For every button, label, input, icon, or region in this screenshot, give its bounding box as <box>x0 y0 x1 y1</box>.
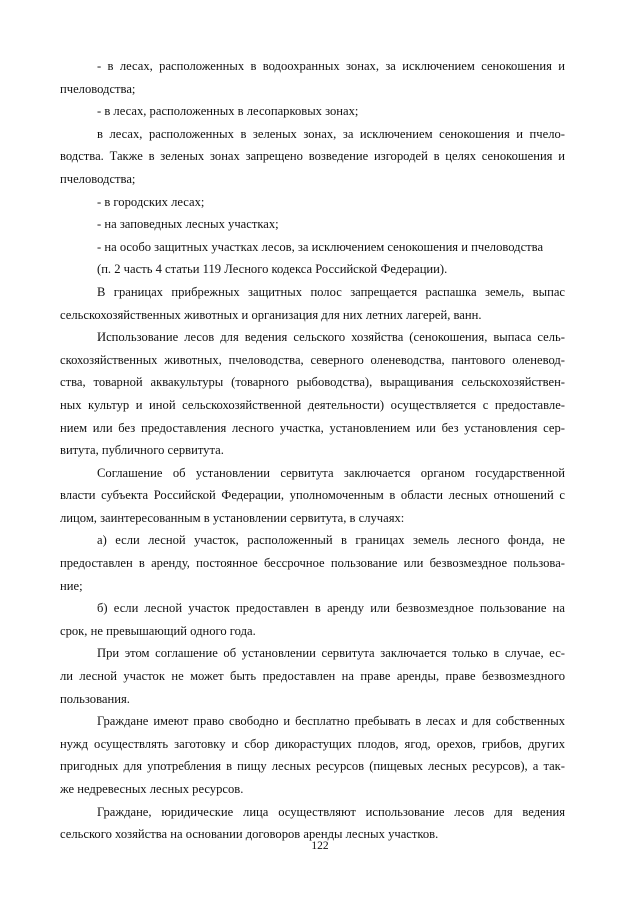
text-line: нием или без предоставления лесного участка, установлением или без установления сер- <box>60 420 565 435</box>
text-line: а) если лесной участок, расположенный в границах земель лесного фонда, не <box>97 533 565 548</box>
text-line: ние; <box>60 578 83 593</box>
paragraph <box>60 100 565 123</box>
paragraph <box>60 236 565 259</box>
paragraph <box>60 191 565 214</box>
text-line: предоставлен в аренду, постоянное бессрочное пользование или безвозмездное пользова- <box>60 556 565 571</box>
text-line: скохозяйственных животных, пчеловодства, северного оленеводства, пантового оленевод- <box>60 352 565 367</box>
text-line: пользования. <box>60 691 130 706</box>
text-line: же недревесных лесных ресурсов. <box>60 782 244 796</box>
text-line: срок, не превышающий одного года. <box>60 623 256 638</box>
text-line: пчеловодства; <box>60 81 136 96</box>
text-line: власти субъекта Российской Федерации, уполномоченным в области лесных отношений с <box>60 488 565 503</box>
paragraph <box>60 281 565 326</box>
text-line: лицом, заинтересованным в установлении сервитута, в случаях: <box>60 510 405 525</box>
text-line: (п. 2 часть 4 статьи 119 Лесного кодекса Российской Федерации). <box>97 262 448 277</box>
text-line: - в городских лесах; <box>97 194 205 209</box>
text-line: в лесах, расположенных в зеленых зонах, за исключением сенокошения и пчело- <box>97 126 565 141</box>
paragraph <box>60 258 565 281</box>
text-line: ли лесной участок не может быть предоставлен на праве аренды, праве безвозмездного <box>60 669 565 684</box>
text-line: нужд осуществлять заготовку и сбор дикорастущих плодов, ягод, орехов, грибов, других <box>60 736 565 751</box>
text-line: Использование лесов для ведения сельского хозяйства (сенокошения, выпаса сель- <box>97 330 565 345</box>
text-line: пригодных для употребления в пищу лесных ресурсов (пищевых лесных ресурсов), а так- <box>60 759 565 774</box>
text-line: - на особо защитных участках лесов, за исключением сенокошения и пчеловодства <box>97 239 544 254</box>
text-line: сельского хозяйства на основании договоров аренды лесных участков. <box>60 827 439 842</box>
text-line: ных культур и иной сельскохозяйственной деятельности) осуществляется с предоставле- <box>60 397 565 412</box>
text-line: - в лесах, расположенных в лесопарковых зонах; <box>97 104 359 119</box>
text-line: ства, товарной аквакультуры (товарного рыбоводства), выращивания сельскохозяйствен- <box>60 375 565 390</box>
page-number: 122 <box>311 840 329 852</box>
text-line: витута, публичного сервитута. <box>60 443 224 458</box>
text-line: Граждане имеют право свободно и бесплатно пребывать в лесах и для собственных <box>97 714 565 729</box>
text-line: пчеловодства; <box>60 171 136 186</box>
paragraph <box>60 213 565 236</box>
text-line: водства. Также в зеленых зонах запрещено возведение изгородей в целях сенокошения и <box>60 149 565 164</box>
paragraph <box>60 462 565 530</box>
text-line: сельскохозяйственных животных и организация для них летних лагерей, ванн. <box>60 307 482 322</box>
paragraph <box>60 529 565 597</box>
text-line: - на заповедных лесных участках; <box>97 217 279 232</box>
paragraph <box>60 597 565 642</box>
paragraph <box>60 123 565 191</box>
text-line: Соглашение об установлении сервитута заключается органом государственной <box>97 465 565 480</box>
text-line: В границах прибрежных защитных полос запрещается распашка земель, выпас <box>97 284 565 299</box>
paragraph <box>60 642 565 710</box>
paragraph <box>60 710 565 800</box>
paragraph <box>60 326 565 462</box>
paragraph <box>60 55 565 100</box>
text-line: б) если лесной участок предоставлен в аренду или безвозмездное пользование на <box>97 601 565 616</box>
text-line: При этом соглашение об установлении сервитута заключается только в случае, ес- <box>97 646 565 661</box>
document-body <box>60 55 565 846</box>
text-line: Граждане, юридические лица осуществляют использование лесов для ведения <box>97 804 565 819</box>
text-line: - в лесах, расположенных в водоохранных зонах, за исключением сенокошения и <box>97 59 565 73</box>
